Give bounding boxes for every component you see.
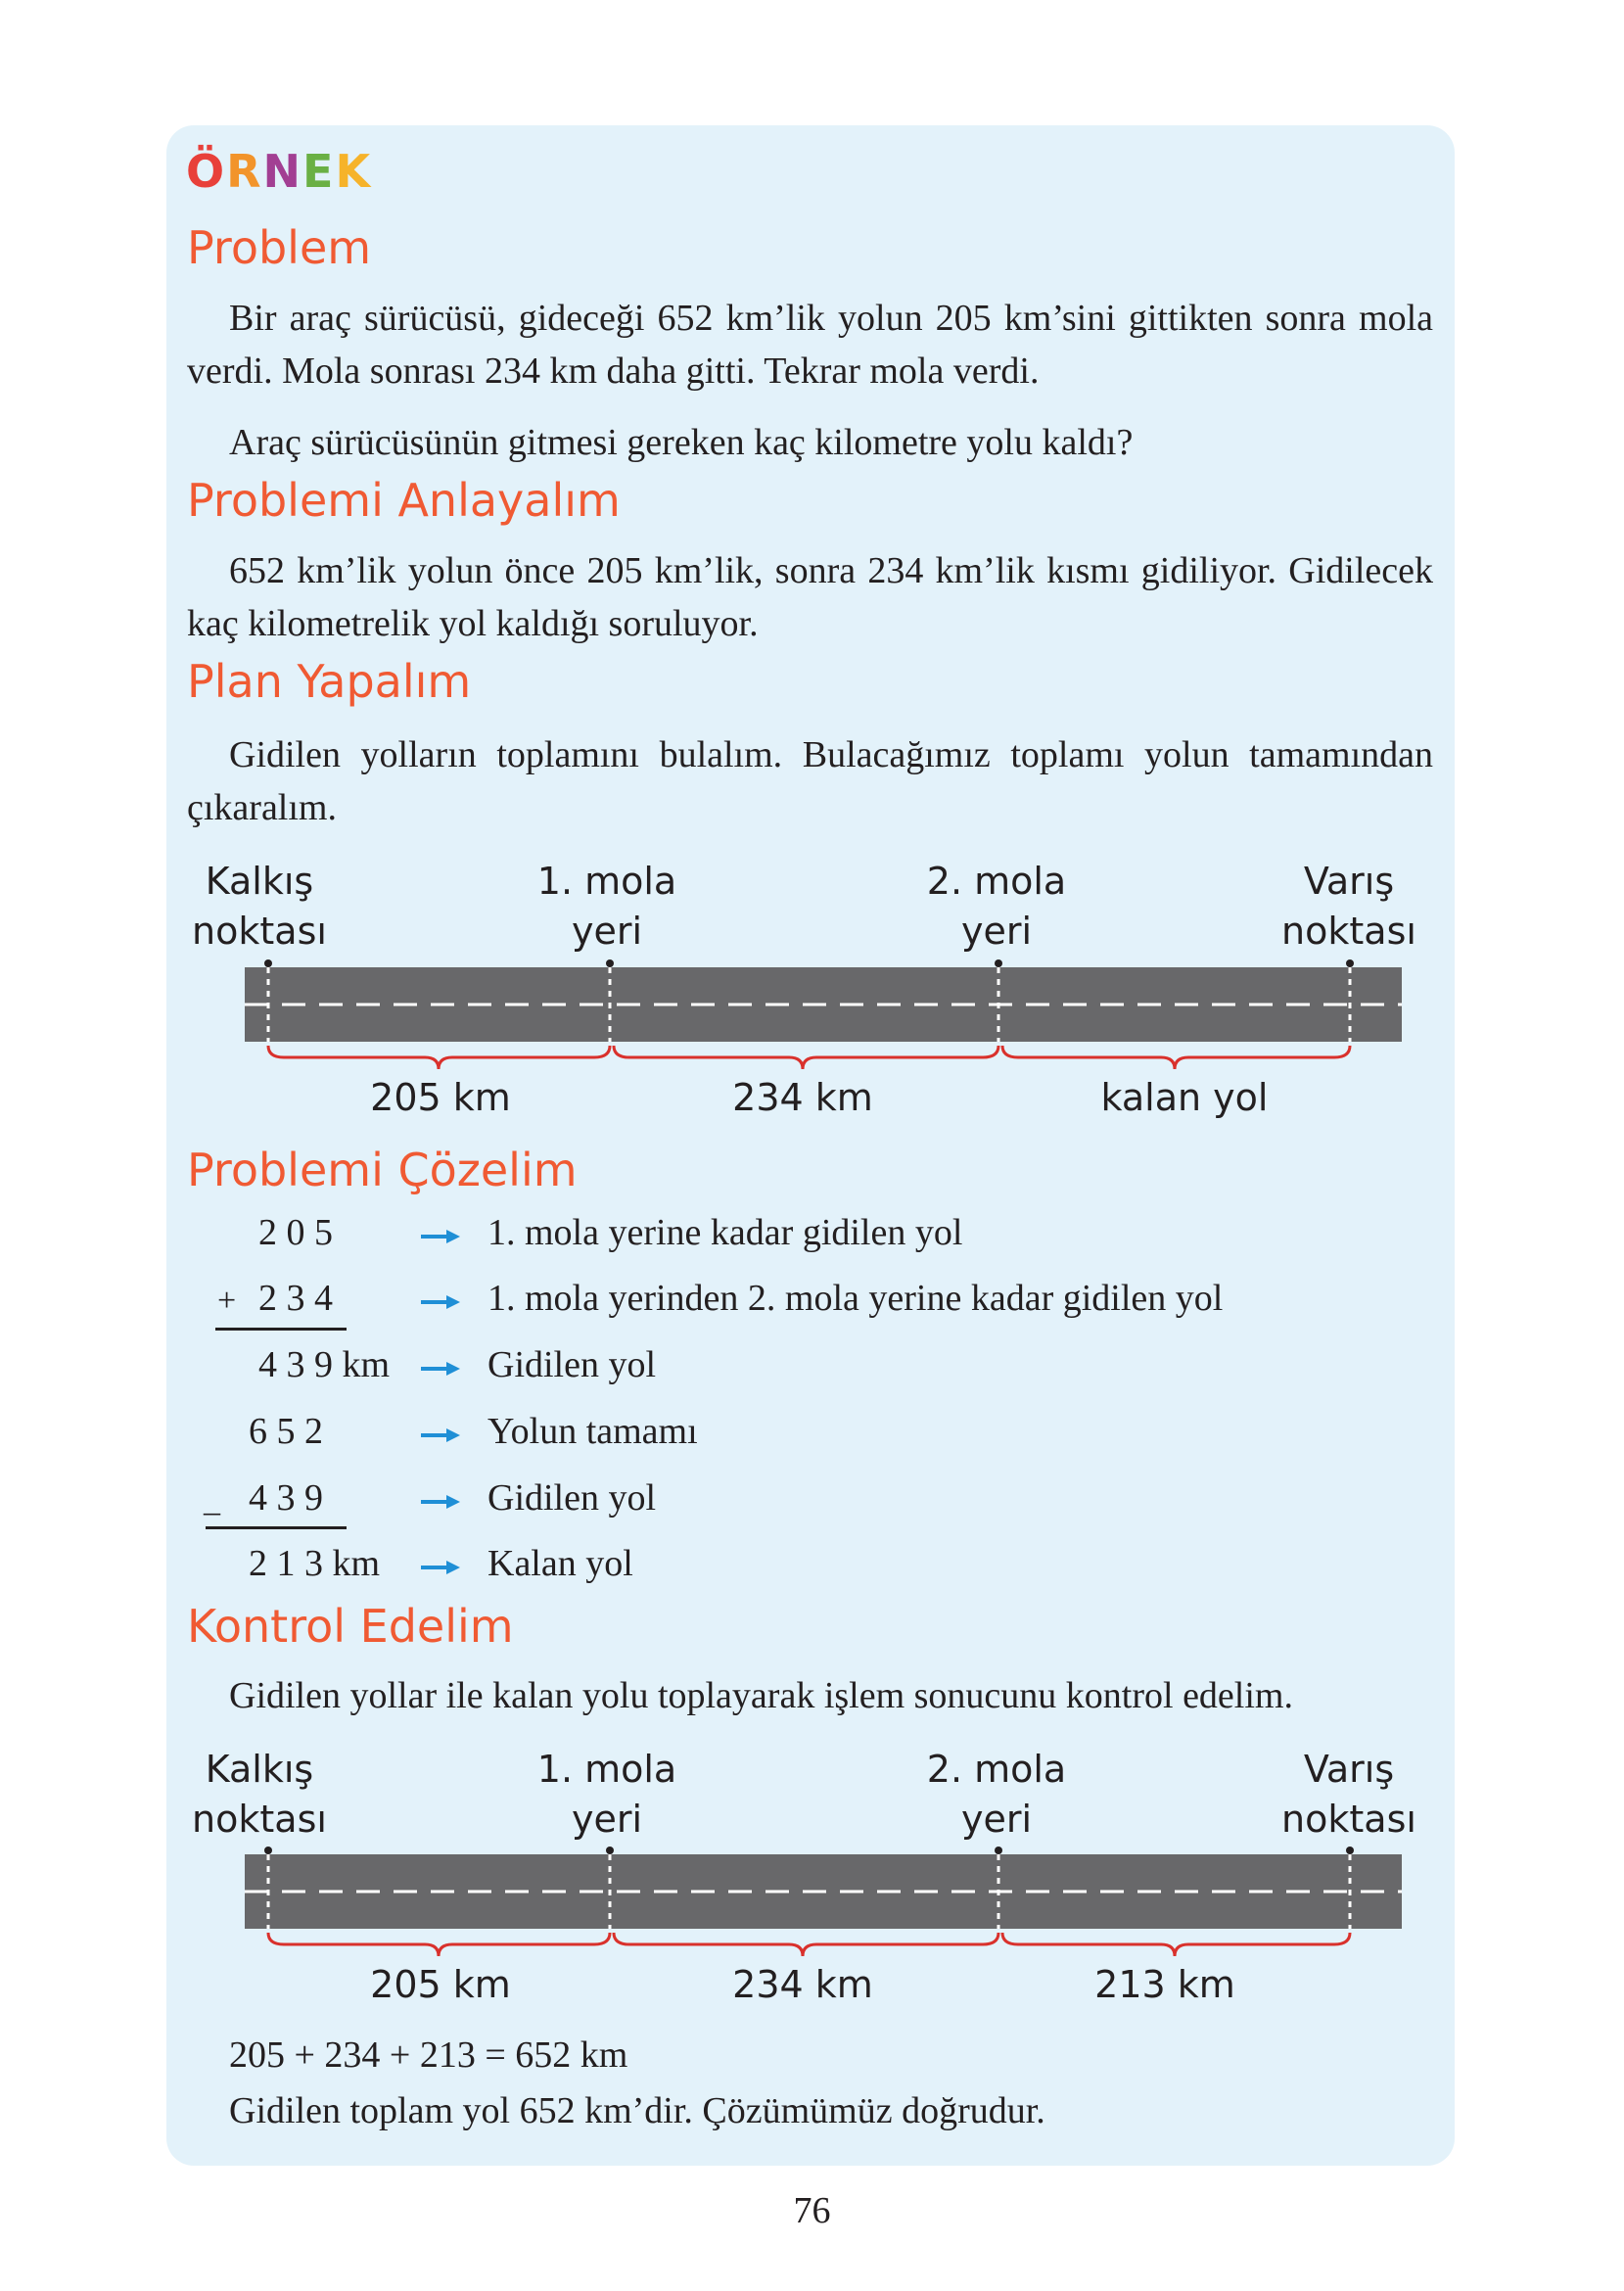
dot <box>264 959 272 967</box>
problem-heading: Problem <box>187 221 372 274</box>
minuend: 6 5 2 <box>249 1411 323 1452</box>
road-graphic <box>245 959 1402 1077</box>
explanation-3: Gidilen yol <box>487 1344 657 1385</box>
dot <box>1346 1847 1354 1854</box>
dot <box>995 1847 1002 1854</box>
brace-segment-1 <box>268 1046 610 1069</box>
point-label-stop2: 2. mola yeri <box>926 1748 1067 1841</box>
ornek-letter: Ö <box>186 145 227 198</box>
dot <box>264 1847 272 1854</box>
check-heading: Kontrol Edelim <box>187 1600 514 1653</box>
subtrahend: 4 3 9 <box>249 1477 323 1519</box>
plan-paragraph <box>187 728 1433 834</box>
segment-label-2: 234 km <box>732 1076 873 1119</box>
road-graphic <box>245 1847 1402 1964</box>
subtraction-rule <box>206 1526 347 1529</box>
sum-result: 4 3 9 km <box>258 1344 391 1385</box>
point-label-stop1: 1. mola yeri <box>536 860 677 953</box>
arrow-right-icon <box>421 1361 460 1377</box>
point-label-end: Varış noktası <box>1281 1748 1416 1841</box>
addend-2: 2 3 4 <box>258 1278 333 1319</box>
brace-segment-3 <box>1002 1046 1350 1069</box>
understand-paragraph <box>187 544 1433 650</box>
segment-label-1: 205 km <box>370 1076 511 1119</box>
check-equation: 205 + 234 + 213 = 652 km <box>229 2034 628 2076</box>
arrow-right-icon <box>421 1427 460 1443</box>
point-label-stop1: 1. mola yeri <box>536 1748 677 1841</box>
segment-label-1: 205 km <box>370 1963 511 2006</box>
explanation-2: 1. mola yerinden 2. mola yerine kadar gidilen yol <box>487 1278 1224 1319</box>
problem-paragraph-2 <box>187 416 1433 469</box>
ornek-title <box>186 145 373 198</box>
check-conclusion: Gidilen toplam yol 652 km’dir. Çözümümüz doğrudur. <box>229 2090 1045 2131</box>
dot <box>995 959 1002 967</box>
plan-text: Gidilen yolların toplamını bulalım. Bulacağımız toplamı yolun tamamından çıkaralım. <box>187 734 1433 828</box>
addition-rule <box>215 1328 347 1331</box>
explanation-4: Yolun tamamı <box>487 1411 698 1452</box>
point-label-stop2: 2. mola yeri <box>926 860 1067 953</box>
ornek-letter: R <box>226 145 263 198</box>
point-label-end: Varış noktası <box>1281 860 1416 953</box>
problem-question: Araç sürücüsünün gitmesi gereken kaç kilometre yolu kaldı? <box>229 422 1134 463</box>
plan-heading: Plan Yapalım <box>187 655 472 708</box>
addend-1: 2 0 5 <box>258 1212 333 1253</box>
explanation-1: 1. mola yerine kadar gidilen yol <box>487 1212 963 1253</box>
point-label-start: Kalkış noktası <box>192 860 327 953</box>
problem-paragraph-1 <box>187 292 1433 397</box>
arrow-right-icon <box>421 1494 460 1510</box>
point-label-start: Kalkış noktası <box>192 1748 327 1841</box>
plus-sign: + <box>217 1283 237 1319</box>
segment-label-3: 213 km <box>1094 1963 1235 2006</box>
dot <box>606 959 614 967</box>
explanation-6: Kalan yol <box>487 1543 633 1584</box>
dot <box>606 1847 614 1854</box>
check-paragraph <box>187 1669 1433 1722</box>
problem-text: Bir araç sürücüsü, gideceği 652 km’lik yolun 205 km’sini gittikten sonra mola verdi. Mola sonrası 234 km daha gitti. Tekrar mola verdi. <box>187 298 1433 392</box>
understand-heading: Problemi Anlayalım <box>187 474 621 527</box>
solve-heading: Problemi Çözelim <box>187 1144 578 1196</box>
ornek-letter: K <box>335 145 373 198</box>
brace-segment-1 <box>268 1933 610 1956</box>
check-text: Gidilen yollar ile kalan yolu toplayarak işlem sonucunu kontrol edelim. <box>229 1675 1293 1716</box>
ornek-letter: N <box>262 145 303 198</box>
explanation-5: Gidilen yol <box>487 1477 657 1519</box>
arrow-right-icon <box>421 1229 460 1244</box>
brace-segment-2 <box>614 1046 998 1069</box>
brace-segment-3 <box>1002 1933 1350 1956</box>
arrow-right-icon <box>421 1560 460 1575</box>
brace-segment-2 <box>614 1933 998 1956</box>
segment-label-3: kalan yol <box>1100 1076 1269 1119</box>
difference-result: 2 1 3 km <box>249 1543 381 1584</box>
understand-text: 652 km’lik yolun önce 205 km’lik, sonra 234 km’lik kısmı gidiliyor. Gidilecek kaç kilometrelik yol kaldığı soruluyor. <box>187 550 1433 644</box>
minus-sign: _ <box>204 1482 220 1519</box>
segment-label-2: 234 km <box>732 1963 873 2006</box>
ornek-letter: E <box>302 145 336 198</box>
dot <box>1346 959 1354 967</box>
arrow-right-icon <box>421 1294 460 1310</box>
page-number: 76 <box>793 2190 831 2231</box>
